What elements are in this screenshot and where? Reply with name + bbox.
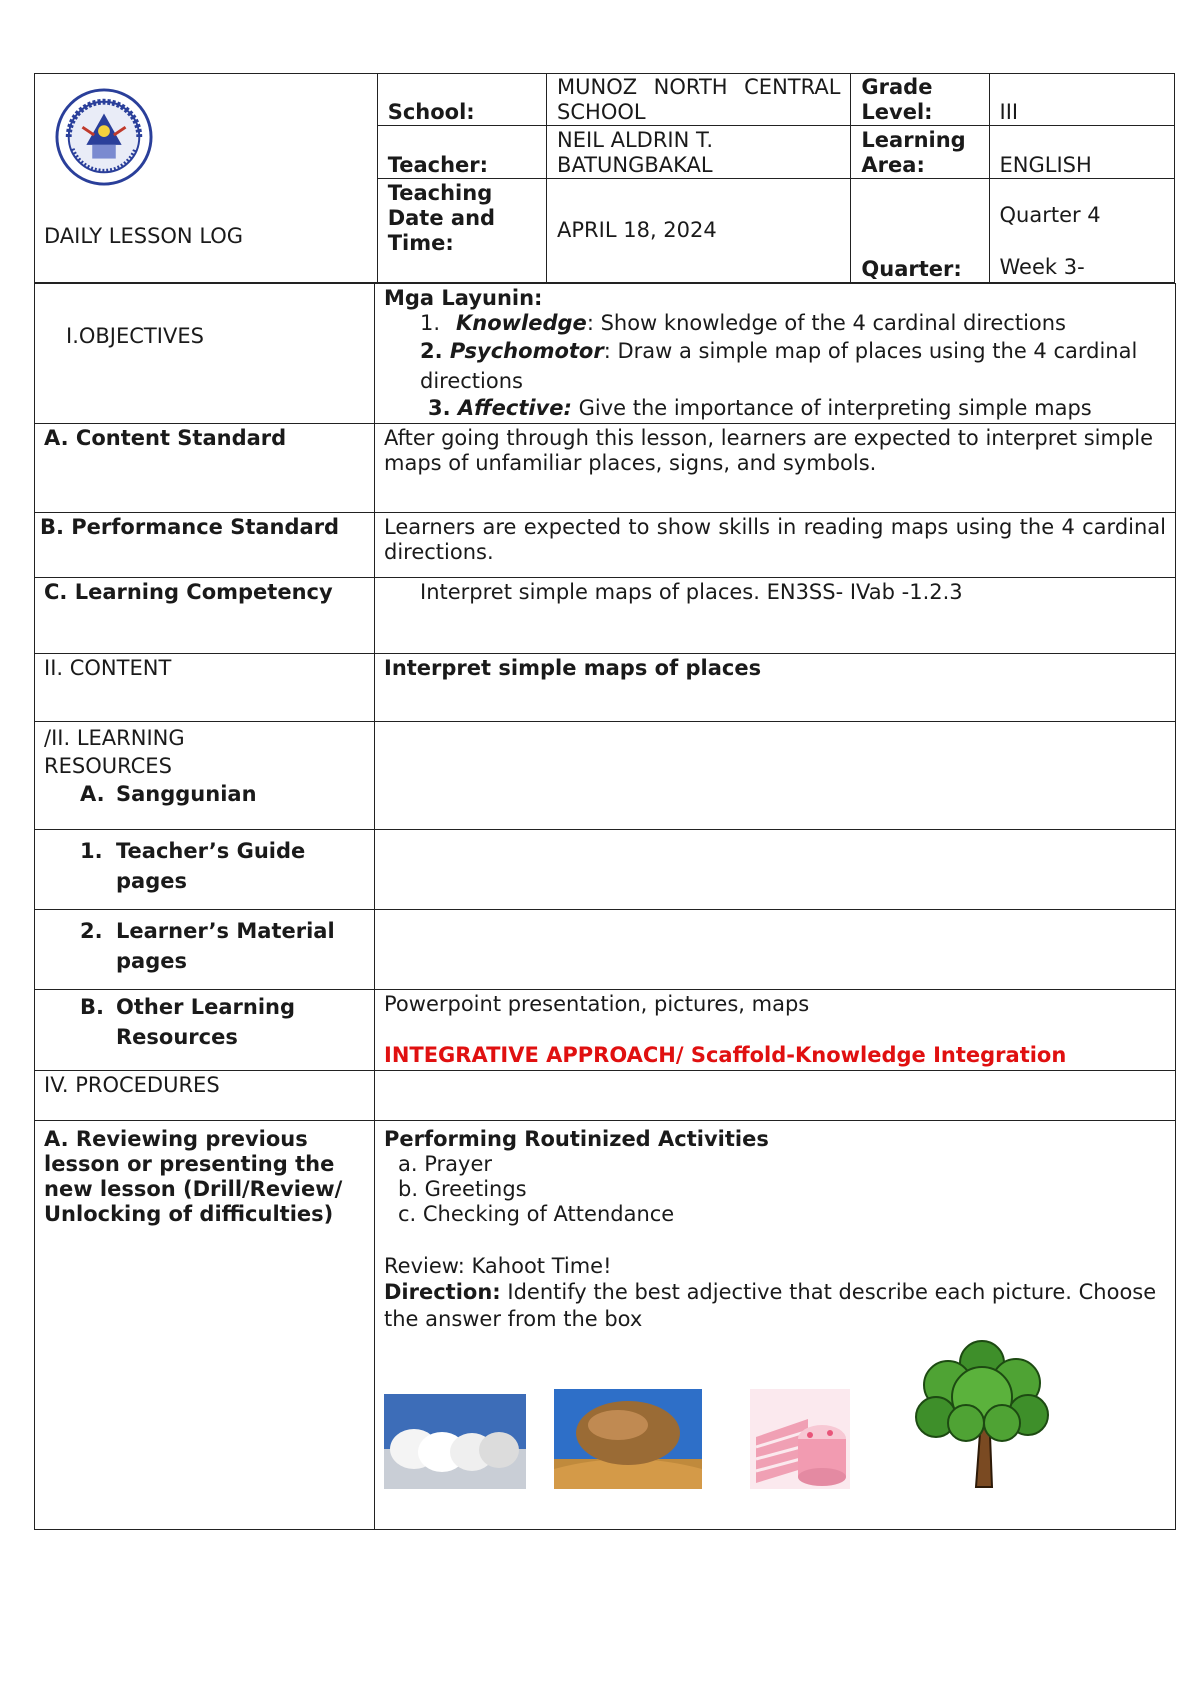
cake-image	[750, 1389, 850, 1489]
content-row	[35, 654, 1176, 722]
resources-cell	[375, 722, 1176, 830]
school-label: School:	[377, 74, 546, 126]
teacher-label: Teacher:	[377, 126, 546, 178]
deped-seal-logo	[55, 88, 153, 186]
objective-affective	[384, 396, 1166, 421]
objective-num: 3.	[428, 396, 451, 420]
objective-psychomotor	[384, 336, 1166, 396]
logo-cell	[35, 74, 378, 283]
grade-label: Grade Level:	[851, 74, 989, 126]
objective-key: Psychomotor	[449, 339, 604, 363]
picture-strip	[384, 1357, 1166, 1527]
resources-row	[35, 722, 1176, 830]
procedures-row	[35, 1071, 1176, 1121]
other-resources-row	[35, 990, 1176, 1071]
sanggunian-num: A.	[80, 782, 105, 806]
performance-standard-text: Learners are expected to show skills in reading maps using the 4 cardinal directions.	[375, 513, 1176, 578]
school-value: MUNOZ NORTH CENTRAL SCHOOL	[547, 74, 851, 126]
resources-label-cell	[35, 722, 375, 830]
learners-material-row	[35, 910, 1176, 990]
content-standard-text: After going through this lesson, learners are expected to interpret simple maps of unfamiliar places, signs, and symbols.	[375, 424, 1176, 513]
direction-label: Direction:	[384, 1280, 501, 1304]
other-resources-num: B.	[80, 995, 104, 1019]
objectives-cell	[375, 284, 1176, 424]
header-table	[34, 73, 1175, 283]
tree-image	[906, 1337, 1058, 1489]
objectives-heading: Mga Layunin:	[384, 286, 543, 310]
quarter-label: Quarter:	[851, 178, 989, 283]
rock-image	[554, 1389, 702, 1489]
teachers-guide-cell	[375, 830, 1176, 910]
learners-material-text: Learner’s Material pages	[116, 919, 335, 973]
other-resources-label	[35, 990, 375, 1071]
date-label	[377, 178, 546, 283]
learners-material-num: 2.	[80, 919, 103, 943]
other-resources-cell	[375, 990, 1176, 1071]
activity-greetings: b. Greetings	[398, 1177, 527, 1201]
review-text: Review: Kahoot Time!	[384, 1254, 612, 1278]
objective-num: 2.	[420, 339, 443, 363]
procedures-cell	[375, 1071, 1176, 1121]
direction-text: Identify the best adjective that describe each picture. Choose the answer from the box	[384, 1280, 1157, 1331]
performance-standard-label: B. Performance Standard	[35, 513, 375, 578]
date-value: APRIL 18, 2024	[547, 178, 851, 283]
reviewing-label: A. Reviewing previous lesson or presenting the new lesson (Drill/Review/ Unlocking of difficulties)	[35, 1121, 375, 1530]
integrative-approach: INTEGRATIVE APPROACH/ Scaffold-Knowledge Integration	[384, 1043, 1067, 1067]
objective-text: Give the importance of interpreting simple maps	[571, 396, 1092, 420]
learning-competency-label: C. Learning Competency	[35, 578, 375, 654]
objectives-label: I.OBJECTIVES	[66, 323, 204, 348]
objective-text: : Show knowledge of the 4 cardinal directions	[586, 311, 1066, 335]
direction	[384, 1279, 1166, 1333]
week-value: Week 3-	[999, 254, 1085, 279]
objective-num: 1.	[420, 311, 441, 335]
date-label-text: Teaching Date and Time:	[387, 180, 496, 255]
learning-competency-text: Interpret simple maps of places. EN3SS- IVab -1.2.3	[375, 578, 1176, 654]
other-resources-text: Other Learning Resources	[116, 995, 296, 1049]
procedures-label: IV. PROCEDURES	[35, 1071, 375, 1121]
reviewing-row	[35, 1121, 1176, 1530]
teachers-guide-num: 1.	[80, 839, 103, 863]
teachers-guide-label	[35, 830, 375, 910]
pillows-image	[384, 1394, 526, 1489]
document-title: DAILY LESSON LOG	[44, 224, 244, 248]
content-text: Interpret simple maps of places	[375, 654, 1176, 722]
objective-key: Affective:	[457, 396, 572, 420]
reviewing-cell	[375, 1121, 1176, 1530]
content-label: II. CONTENT	[35, 654, 375, 722]
sanggunian-label	[44, 780, 365, 808]
content-standard-label: A. Content Standard	[35, 424, 375, 513]
sanggunian-text: Sanggunian	[116, 782, 257, 806]
resources-label-2: RESOURCES	[44, 754, 172, 778]
activity-prayer: a. Prayer	[398, 1152, 492, 1176]
area-value: ENGLISH	[989, 126, 1175, 178]
lesson-table	[34, 283, 1176, 1530]
other-resources-value: Powerpoint presentation, pictures, maps	[384, 992, 810, 1016]
activity-attendance: c. Checking of Attendance	[398, 1202, 675, 1226]
grade-value: III	[989, 74, 1175, 126]
objectives-label-cell	[35, 284, 375, 424]
objective-knowledge	[384, 311, 1166, 336]
learners-material-label	[35, 910, 375, 990]
learners-material-cell	[375, 910, 1176, 990]
objective-text: : Draw a simple map of places using the 4 cardinal directions	[420, 339, 1138, 393]
objectives-row	[35, 284, 1176, 424]
learning-competency-row	[35, 578, 1176, 654]
objective-key: Knowledge	[456, 311, 587, 335]
quarter-value: Quarter 4	[999, 202, 1101, 227]
resources-label-1: /II. LEARNING	[44, 726, 185, 750]
teacher-value: NEIL ALDRIN T. BATUNGBAKAL	[547, 126, 851, 178]
area-label: Learning Area:	[851, 126, 989, 178]
routinized-heading: Performing Routinized Activities	[384, 1127, 769, 1151]
quarter-cell	[989, 178, 1175, 283]
teachers-guide-text: Teacher’s Guide pages	[116, 839, 306, 893]
teachers-guide-row	[35, 830, 1176, 910]
performance-standard-row	[35, 513, 1176, 578]
content-standard-row	[35, 424, 1176, 513]
